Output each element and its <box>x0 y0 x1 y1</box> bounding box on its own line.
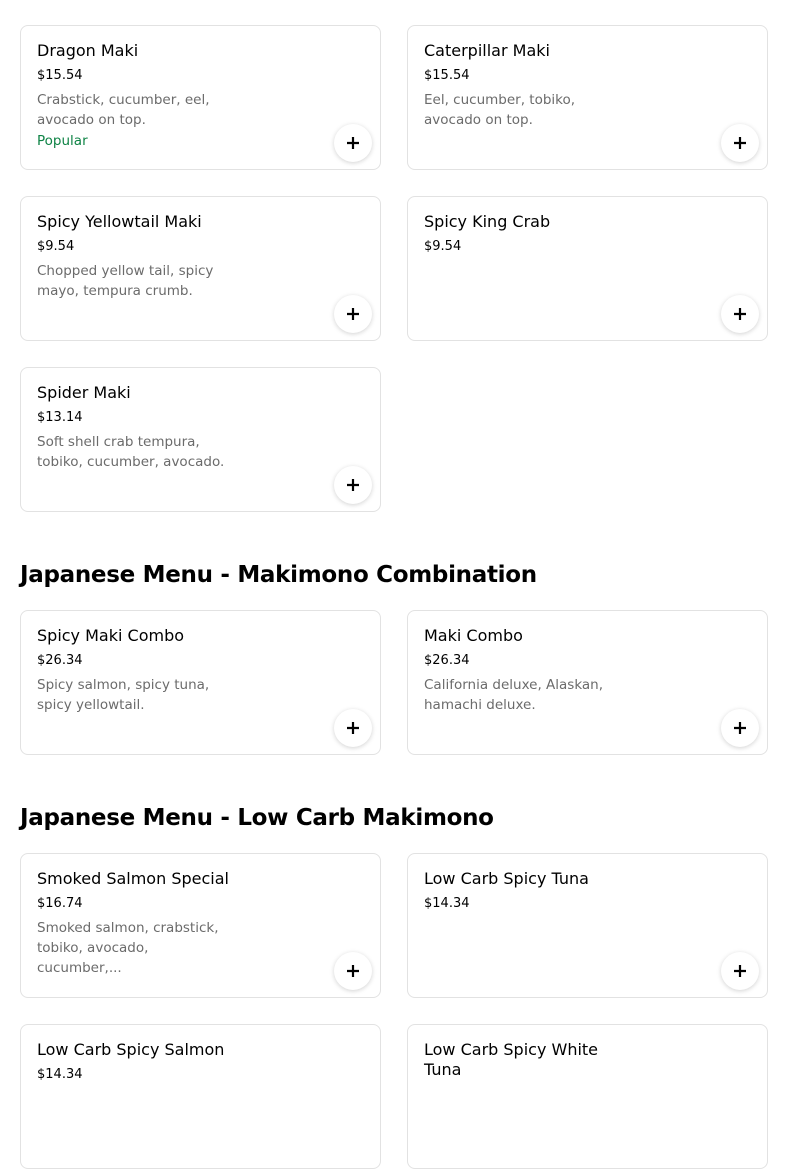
add-to-cart-button[interactable] <box>721 952 759 990</box>
item-price: $16.74 <box>37 896 83 911</box>
menu-item-card[interactable] <box>20 1024 381 1169</box>
item-name: Spicy Maki Combo <box>37 626 185 645</box>
section-heading: Japanese Menu - Makimono Combination <box>20 562 537 588</box>
menu-item-card[interactable] <box>20 367 381 512</box>
item-price: $15.54 <box>37 68 83 83</box>
item-name: Caterpillar Maki <box>424 41 550 60</box>
item-name: Spider Maki <box>37 383 131 402</box>
add-to-cart-button[interactable] <box>721 709 759 747</box>
plus-icon <box>346 136 360 150</box>
item-name: Low Carb Spicy Salmon <box>37 1040 225 1059</box>
item-description: Smoked salmon, crabstick, tobiko, avocado, cucumber,... <box>37 920 219 976</box>
plus-icon <box>733 136 747 150</box>
item-description: Chopped yellow tail, spicy mayo, tempura crumb. <box>37 263 214 299</box>
plus-icon <box>346 721 360 735</box>
item-description: California deluxe, Alaskan, hamachi deluxe. <box>424 677 604 713</box>
plus-icon <box>733 721 747 735</box>
item-name: Low Carb Spicy Tuna <box>424 869 589 888</box>
item-name: Dragon Maki <box>37 41 139 60</box>
item-description: Crabstick, cucumber, eel, avocado on top. <box>37 92 210 128</box>
item-name: Spicy Yellowtail Maki <box>37 212 202 231</box>
menu-item-card[interactable] <box>20 196 381 341</box>
add-to-cart-button[interactable] <box>334 709 372 747</box>
plus-icon <box>346 307 360 321</box>
add-to-cart-button[interactable] <box>334 295 372 333</box>
menu-item-card[interactable] <box>407 1024 768 1169</box>
item-description: Spicy salmon, spicy tuna, spicy yellowtail. <box>37 677 210 713</box>
add-to-cart-button[interactable] <box>334 952 372 990</box>
item-price: $13.14 <box>37 410 83 425</box>
menu-item-card[interactable] <box>20 25 381 170</box>
popular-badge: Popular <box>37 133 88 149</box>
item-price: $9.54 <box>424 239 462 254</box>
menu-item-card[interactable] <box>407 853 768 998</box>
item-price: $26.34 <box>37 653 83 668</box>
menu-item-card[interactable] <box>20 610 381 755</box>
item-price: $26.34 <box>424 653 470 668</box>
item-name: Low Carb Spicy White Tuna <box>424 1040 599 1079</box>
item-name: Maki Combo <box>424 626 523 645</box>
plus-icon <box>346 478 360 492</box>
menu-item-card[interactable] <box>407 610 768 755</box>
item-price: $9.54 <box>37 239 75 254</box>
item-name: Smoked Salmon Special <box>37 869 229 888</box>
add-to-cart-button[interactable] <box>334 466 372 504</box>
add-to-cart-button[interactable] <box>721 295 759 333</box>
plus-icon <box>733 307 747 321</box>
item-price: $15.54 <box>424 68 470 83</box>
item-name: Spicy King Crab <box>424 212 551 231</box>
menu-item-card[interactable] <box>407 196 768 341</box>
section-heading: Japanese Menu - Low Carb Makimono <box>20 805 494 831</box>
add-to-cart-button[interactable] <box>334 124 372 162</box>
plus-icon <box>733 964 747 978</box>
plus-icon <box>346 964 360 978</box>
item-description: Soft shell crab tempura, tobiko, cucumber, avocado. <box>37 434 225 470</box>
item-price: $14.34 <box>37 1067 83 1082</box>
item-description: Eel, cucumber, tobiko, avocado on top. <box>424 92 576 128</box>
menu-item-card[interactable] <box>20 853 381 998</box>
item-price: $14.34 <box>424 896 470 911</box>
add-to-cart-button[interactable] <box>721 124 759 162</box>
menu-item-card[interactable] <box>407 25 768 170</box>
